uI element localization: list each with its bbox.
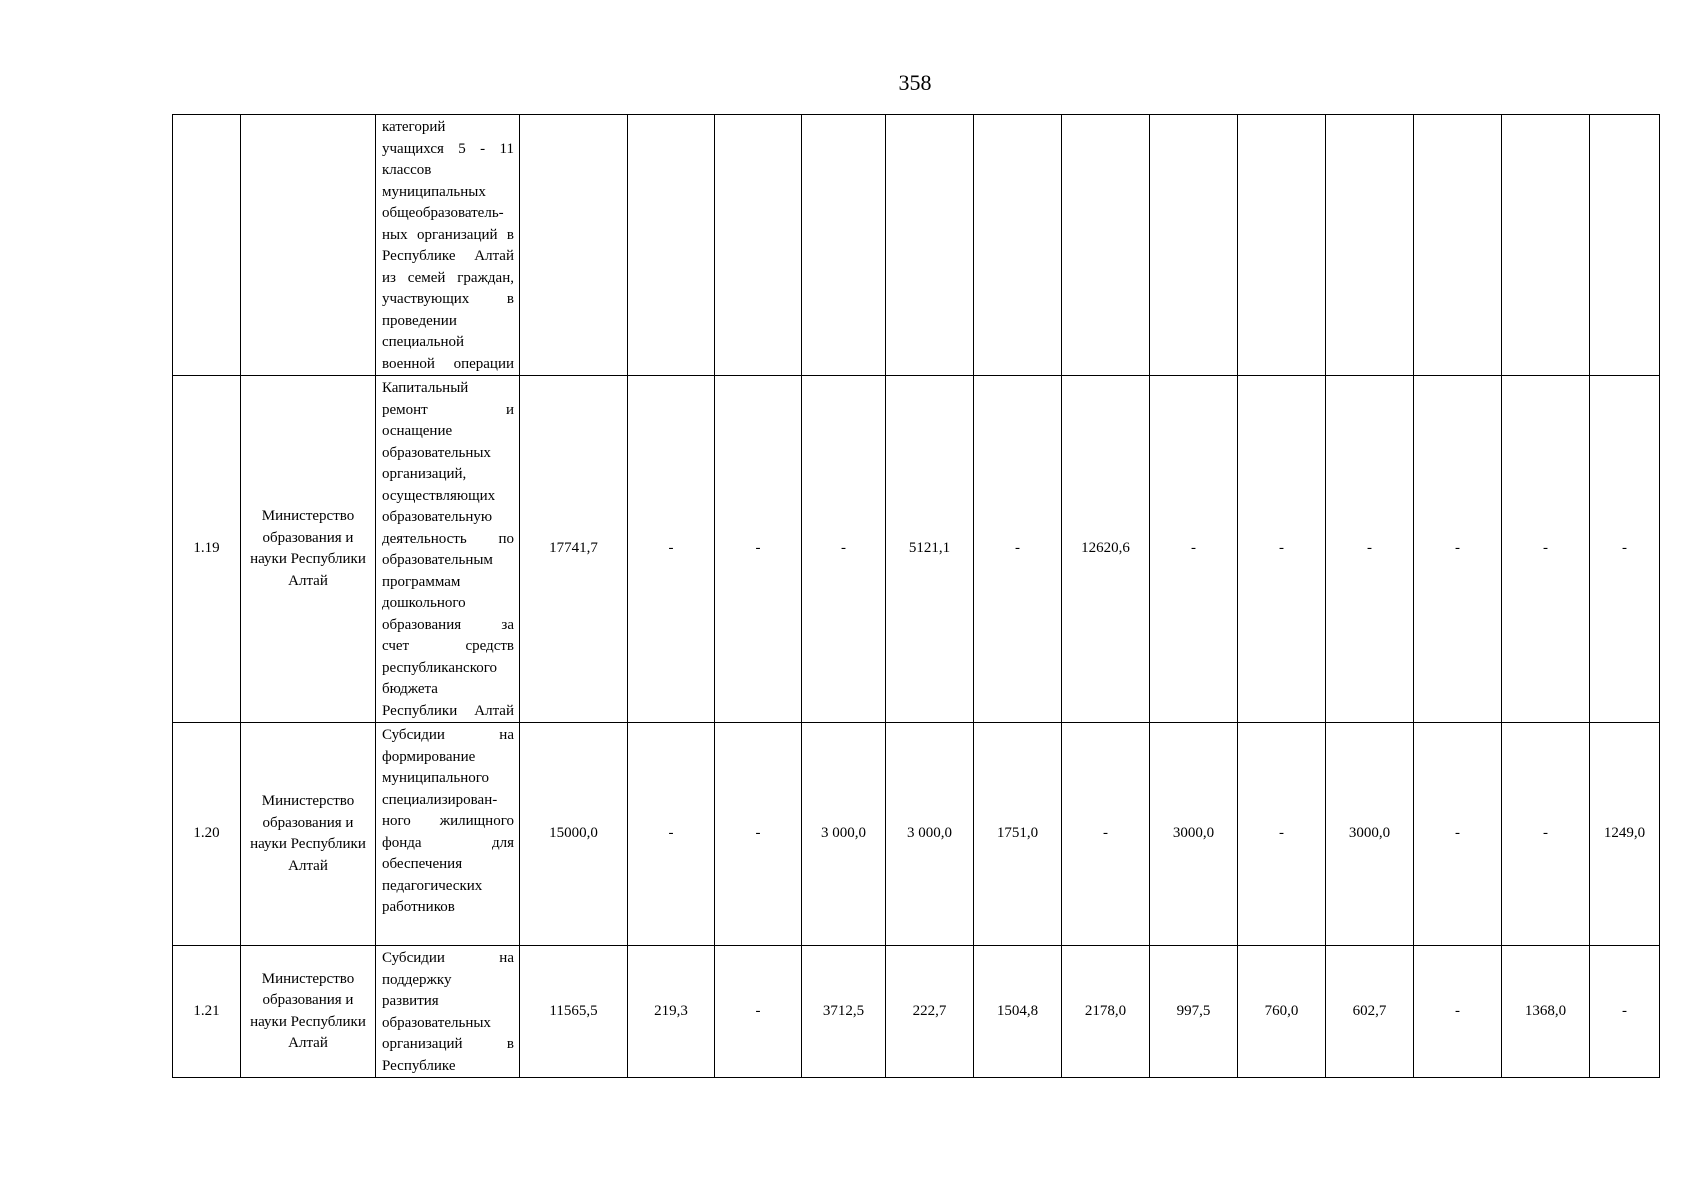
value-cell: - (1150, 376, 1238, 723)
description-cell (376, 376, 520, 723)
description-line: республиканского (382, 659, 497, 676)
description-line: ного жилищного (382, 813, 514, 829)
description-line: формирование (382, 748, 476, 765)
description-line: участвующих в (382, 291, 514, 307)
description-line: Республике Алтай (382, 248, 514, 264)
description-line: образовательную (382, 509, 493, 525)
table-body (173, 115, 1660, 1078)
organization-cell (241, 115, 376, 376)
description-line: работников (382, 899, 455, 915)
description-line: развития (382, 993, 439, 1009)
row-number-cell: 1.21 (173, 946, 241, 1078)
value-cell: - (715, 376, 802, 723)
value-cell: 15000,0 (520, 723, 628, 946)
value-cell: - (1062, 723, 1150, 946)
description-line: специальной (382, 334, 465, 350)
value-cell: - (1414, 723, 1502, 946)
value-cell: 1504,8 (974, 946, 1062, 1078)
description-line: дошкольного (382, 595, 466, 611)
description-line: ремонт и (382, 401, 514, 418)
description-line: Республике (382, 1057, 456, 1074)
value-cell: 3000,0 (1326, 723, 1414, 946)
value-cell (802, 115, 886, 376)
value-cell: - (1414, 376, 1502, 723)
description-line: обеспечения (382, 856, 463, 872)
description-line: осуществляющих (382, 487, 496, 504)
description-line: фонда для (382, 834, 514, 851)
description-line: образования за (382, 616, 514, 633)
value-cell: - (974, 376, 1062, 723)
organization-cell: Министерство образования и науки Республики Алтай (241, 376, 376, 723)
value-cell (715, 115, 802, 376)
value-cell (1238, 115, 1326, 376)
table-row (173, 723, 1660, 946)
description-cell (376, 115, 520, 376)
description-line: Субсидии на (382, 727, 514, 743)
value-cell: - (1414, 946, 1502, 1078)
description-line: Капитальный (382, 380, 469, 396)
description-line: поддержку (382, 971, 452, 988)
value-cell: - (1502, 723, 1590, 946)
description-line: бюджета (382, 681, 438, 697)
description-line: счет средств (382, 638, 514, 654)
value-cell (1326, 115, 1414, 376)
value-cell: - (1590, 376, 1660, 723)
description-line: оснащение (382, 423, 453, 439)
organization-cell: Министерство образования и науки Республики Алтай (241, 946, 376, 1078)
description-line: организаций, (382, 466, 467, 482)
description-line: деятельность по (382, 530, 514, 547)
page-number: 358 (898, 70, 932, 95)
value-cell: 5121,1 (886, 376, 974, 723)
description-line: ных организаций в (382, 226, 514, 243)
value-cell (1590, 115, 1660, 376)
value-cell: 2178,0 (1062, 946, 1150, 1078)
value-cell (886, 115, 974, 376)
value-cell: 219,3 (628, 946, 715, 1078)
value-cell (1502, 115, 1590, 376)
description-line: муниципального (382, 770, 490, 786)
value-cell: 760,0 (1238, 946, 1326, 1078)
table-row (173, 946, 1660, 1078)
row-number-cell (173, 115, 241, 376)
value-cell: 1751,0 (974, 723, 1062, 946)
description-line: из семей граждан, (382, 269, 514, 286)
description-cell (376, 723, 520, 946)
value-cell: 3 000,0 (802, 723, 886, 946)
description-line: педагогических (382, 877, 483, 894)
table-row (173, 115, 1660, 376)
value-cell (1414, 115, 1502, 376)
value-cell: - (715, 946, 802, 1078)
value-cell: - (1238, 723, 1326, 946)
description-line: образовательных (382, 1014, 491, 1031)
description-line: классов (382, 162, 432, 178)
value-cell: 1249,0 (1590, 723, 1660, 946)
description-line: Субсидии на (382, 950, 514, 966)
value-cell: 17741,7 (520, 376, 628, 723)
value-cell: - (1238, 376, 1326, 723)
description-line: программам (382, 573, 461, 590)
organization-cell: Министерство образования и науки Республики Алтай (241, 723, 376, 946)
value-cell: 12620,6 (1062, 376, 1150, 723)
value-cell: 11565,5 (520, 946, 628, 1078)
value-cell: 3 000,0 (886, 723, 974, 946)
value-cell: 222,7 (886, 946, 974, 1078)
table-row (173, 376, 1660, 723)
value-cell: - (1502, 376, 1590, 723)
value-cell: 997,5 (1150, 946, 1238, 1078)
value-cell (1062, 115, 1150, 376)
description-line: муниципальных (382, 183, 486, 200)
value-cell: 3712,5 (802, 946, 886, 1078)
description-line: учащихся 5 - 11 (382, 140, 514, 157)
description-line: Республики Алтай (382, 702, 514, 719)
value-cell: - (628, 723, 715, 946)
description-line: общеобразователь- (382, 205, 504, 221)
value-cell: - (628, 376, 715, 723)
description-line: образовательным (382, 552, 493, 568)
description-line: категорий (382, 119, 446, 135)
value-cell: - (1326, 376, 1414, 723)
value-cell: - (1590, 946, 1660, 1078)
description-cell (376, 946, 520, 1078)
value-cell (1150, 115, 1238, 376)
value-cell: 602,7 (1326, 946, 1414, 1078)
description-line: проведении (382, 312, 457, 329)
description-line: специализирован- (382, 791, 498, 808)
description-line: образовательных (382, 444, 491, 461)
value-cell: - (715, 723, 802, 946)
value-cell (974, 115, 1062, 376)
value-cell: 3000,0 (1150, 723, 1238, 946)
description-line: организаций в (382, 1036, 514, 1052)
budget-table (172, 114, 1660, 1078)
row-number-cell: 1.19 (173, 376, 241, 723)
value-cell (628, 115, 715, 376)
value-cell: - (802, 376, 886, 723)
value-cell: 1368,0 (1502, 946, 1590, 1078)
value-cell (520, 115, 628, 376)
row-number-cell: 1.20 (173, 723, 241, 946)
description-line: военной операции (382, 355, 514, 372)
